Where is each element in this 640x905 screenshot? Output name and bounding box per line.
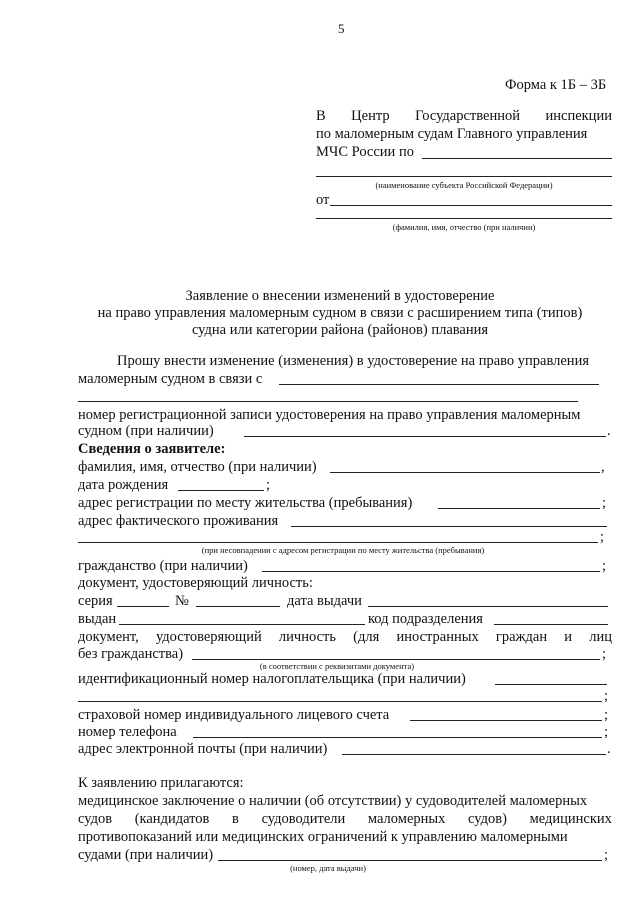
subject-field[interactable] — [316, 176, 612, 177]
form-page: 5 Форма к 1Б – 3Б В Центр Государственной инспекции по маломерным судам Главного управления МЧС России по (наименование субъекта Российской Федерации) от (фамилия, имя, отчество (при наличии) Заявление о внесении изменений в удостоверение на право управления маломерным судном в связи с расширением типа (типов) судна или категории района (районов) плавания Прошу внести изменение (изменения) в удостоверение на право управления маломерным судном в связи с номер регистрационной записи удостоверения на право управления маломерным судном (при наличии) . Сведения о заявителе: фамилия, имя, отчество (при наличии) , дата рождения ; адрес регистрации по месту жительства (пребывания) ; адрес фактического проживания ; (при несовпадении с адресом регистрации по месту жительства (пребывания) гражданство (при наличии) ; документ, удостоверяющий личность: серия № дата выдачи выдан код подразделения документ, удостоверяющий личность (для иностранных граждан и лиц без гражданства) ; (в соответствии с реквизитами документа) идентификационный номер налогоплательщика (при наличии) ; страховой номер индивидуального лицевого счета ; номер телефона ; адрес электронной почты (при наличии) . К заявлению прилагаются: медицинское заключение о наличии (об отсутствии) у судоводителей маломерных судов (кандидатов в судоводители маломерных судов) медицинских противопоказаний или медицинских ограничений к управлению маломерными судами (при наличии) ; (номер, дата выдачи) — [0, 0, 640, 905]
title-line-3: судна или категории района (районов) плавания — [191, 322, 489, 338]
request-line-2: маломерным судном в связи с — [78, 371, 263, 387]
foreign-doc-line-2: без гражданства) — [78, 646, 184, 662]
issue-date-field[interactable] — [368, 606, 608, 607]
division-code-label: код подразделения — [368, 611, 483, 627]
issued-by-field[interactable] — [119, 624, 365, 625]
from-label: от — [316, 192, 330, 208]
from-field[interactable] — [330, 205, 612, 206]
fio-field[interactable] — [330, 472, 600, 473]
actual-address-label: адрес фактического проживания — [78, 513, 279, 529]
snils-field[interactable] — [410, 720, 602, 721]
foreign-doc-line-1: документ, удостоверяющий личность (для иностранных граждан и лиц — [78, 629, 612, 645]
medical-field[interactable] — [218, 860, 602, 861]
citizenship-label: гражданство (при наличии) — [78, 558, 248, 574]
medical-line-1: медицинское заключение о наличии (об отсутствии) у судоводителей маломерных — [78, 793, 588, 809]
addressee-line-2: по маломерным судам Главного управления — [316, 126, 588, 142]
inn-label: идентификационный номер налогоплательщика (при наличии) — [78, 671, 466, 687]
phone-label: номер телефона — [78, 724, 177, 740]
email-label: адрес электронной почты (при наличии) — [78, 741, 328, 757]
attachments-heading: К заявлению прилагаются: — [78, 775, 244, 791]
phone-field[interactable] — [193, 737, 602, 738]
birth-date-label: дата рождения — [78, 477, 169, 493]
series-field[interactable] — [117, 606, 169, 607]
series-label: серия — [78, 593, 113, 609]
medical-caption: (номер, дата выдачи) — [290, 863, 366, 873]
request-reason-field-2[interactable] — [78, 401, 578, 402]
applicant-heading: Сведения о заявителе: — [78, 441, 226, 457]
number-label: № — [175, 593, 189, 609]
request-line-1: Прошу внести изменение (изменения) в удостоверение на право управления — [117, 353, 589, 369]
title-line-1: Заявление о внесении изменений в удостоверение — [185, 288, 495, 304]
division-code-field[interactable] — [494, 624, 608, 625]
ministry-region-field[interactable] — [422, 158, 612, 159]
addressee-line-1: В Центр Государственной инспекции — [316, 108, 612, 124]
page-number: 5 — [338, 21, 345, 36]
subject-caption: (наименование субъекта Российской Федерации) — [375, 180, 553, 190]
snils-label: страховой номер индивидуального лицевого счета — [78, 707, 390, 723]
addressee-line-3: МЧС России по — [316, 144, 414, 160]
issued-by-label: выдан — [78, 611, 117, 627]
citizenship-field[interactable] — [262, 571, 600, 572]
medical-line-4: судами (при наличии) — [78, 847, 214, 863]
from-field-2[interactable] — [316, 218, 612, 219]
reg-record-line-2: судном (при наличии) — [78, 423, 214, 439]
doc-caption: (в соответствии с реквизитами документа) — [259, 661, 415, 671]
reg-record-field[interactable] — [244, 436, 606, 437]
fio-caption: (фамилия, имя, отчество (при наличии) — [392, 222, 536, 232]
id-doc-label: документ, удостоверяющий личность: — [78, 575, 313, 591]
reg-address-label: адрес регистрации по месту жительства (пребывания) — [78, 495, 413, 511]
medical-line-2: судов (кандидатов в судоводители маломерных судов) медицинских — [78, 811, 612, 827]
medical-line-3: противопоказаний или медицинских ограничений к управлению маломерными — [78, 829, 568, 845]
reg-address-field[interactable] — [438, 508, 600, 509]
title-line-2: на право управления маломерным судном в связи с расширением типа (типов) — [97, 305, 583, 321]
fio-label: фамилия, имя, отчество (при наличии) — [78, 459, 317, 475]
birth-date-field[interactable] — [178, 490, 264, 491]
reg-record-line-1: номер регистрационной записи удостоверения на право управления маломерным — [78, 407, 581, 423]
actual-address-field-2[interactable] — [78, 542, 598, 543]
actual-address-field[interactable] — [291, 526, 607, 527]
form-reference: Форма к 1Б – 3Б — [505, 77, 607, 93]
request-reason-field[interactable] — [279, 384, 599, 385]
number-field[interactable] — [196, 606, 280, 607]
address-caption: (при несовпадении с адресом регистрации по месту жительства (пребывания) — [201, 545, 485, 555]
issue-date-label: дата выдачи — [287, 593, 362, 609]
foreign-doc-field[interactable] — [192, 659, 600, 660]
email-field[interactable] — [342, 754, 606, 755]
inn-field-2[interactable] — [78, 701, 602, 702]
inn-field[interactable] — [495, 684, 607, 685]
